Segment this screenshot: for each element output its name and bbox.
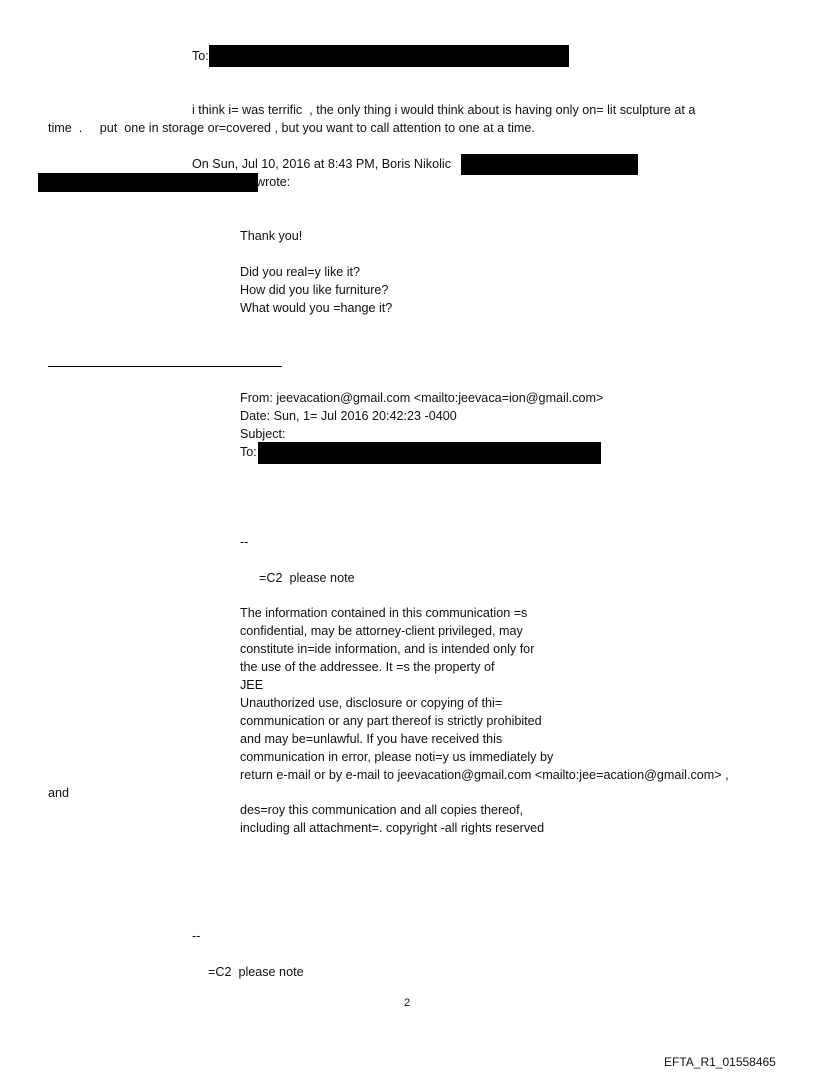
quoted-thank-you: Thank you! bbox=[240, 229, 303, 243]
quoted-question: What would you =hange it? bbox=[240, 301, 393, 315]
forward-subject: Subject: bbox=[240, 427, 286, 441]
document-id: EFTA_R1_01558465 bbox=[664, 1055, 776, 1069]
header-to-label: To: bbox=[192, 49, 209, 63]
disclaimer-line: confidential, may be attorney-client privileged, may bbox=[240, 624, 523, 638]
disclaimer-and: and bbox=[48, 786, 70, 800]
signature-dashes: -- bbox=[192, 929, 201, 943]
forward-from: From: jeevacation@gmail.com <mailto:jeevaca=ion@gmail.com> bbox=[240, 391, 604, 405]
disclaimer-line: and may be=unlawful. If you have received this bbox=[240, 732, 503, 746]
disclaimer-line: the use of the addressee. It =s the property of bbox=[240, 660, 495, 674]
signature-please-note: =C2 please note bbox=[259, 571, 355, 585]
page-number: 2 bbox=[404, 997, 411, 1009]
disclaimer-line: communication or any part thereof is strictly prohibited bbox=[240, 714, 542, 728]
disclaimer-line: constitute in=ide information, and is intended only for bbox=[240, 642, 535, 656]
disclaimer-line: des=roy this communication and all copies thereof, bbox=[240, 803, 524, 817]
reply-attribution: On Sun, Jul 10, 2016 at 8:43 PM, Boris Nikolic bbox=[192, 157, 452, 171]
reply-wrote: wrote: bbox=[256, 175, 291, 189]
redaction-bar bbox=[258, 442, 601, 464]
quoted-question: Did you real=y like it? bbox=[240, 265, 361, 279]
redaction-bar bbox=[461, 154, 638, 175]
redaction-bar bbox=[209, 45, 569, 67]
signature-please-note: =C2 please note bbox=[208, 965, 304, 979]
forward-to: To: bbox=[240, 445, 257, 459]
reply-line-2: time . put one in storage or=covered , but you want to call attention to one at a time. bbox=[48, 121, 535, 135]
disclaimer-line: The information contained in this communication =s bbox=[240, 606, 528, 620]
separator-rule bbox=[48, 366, 282, 367]
disclaimer-line: including all attachment=. copyright -all rights reserved bbox=[240, 821, 545, 835]
forward-date: Date: Sun, 1= Jul 2016 20:42:23 -0400 bbox=[240, 409, 457, 423]
redaction-bar bbox=[38, 173, 258, 192]
reply-line-1: i think i= was terrific , the only thing i would think about is having only on= lit sculpture at a bbox=[192, 103, 696, 117]
disclaimer-line: JEE bbox=[240, 678, 264, 692]
quoted-question: How did you like furniture? bbox=[240, 283, 389, 297]
disclaimer-line: communication in error, please noti=y us immediately by bbox=[240, 750, 554, 764]
signature-dashes: -- bbox=[240, 535, 249, 549]
disclaimer-line: Unauthorized use, disclosure or copying of thi= bbox=[240, 696, 503, 710]
disclaimer-line: return e-mail or by e-mail to jeevacation@gmail.com <mailto:jee=acation@gmail.com> , bbox=[240, 768, 729, 782]
